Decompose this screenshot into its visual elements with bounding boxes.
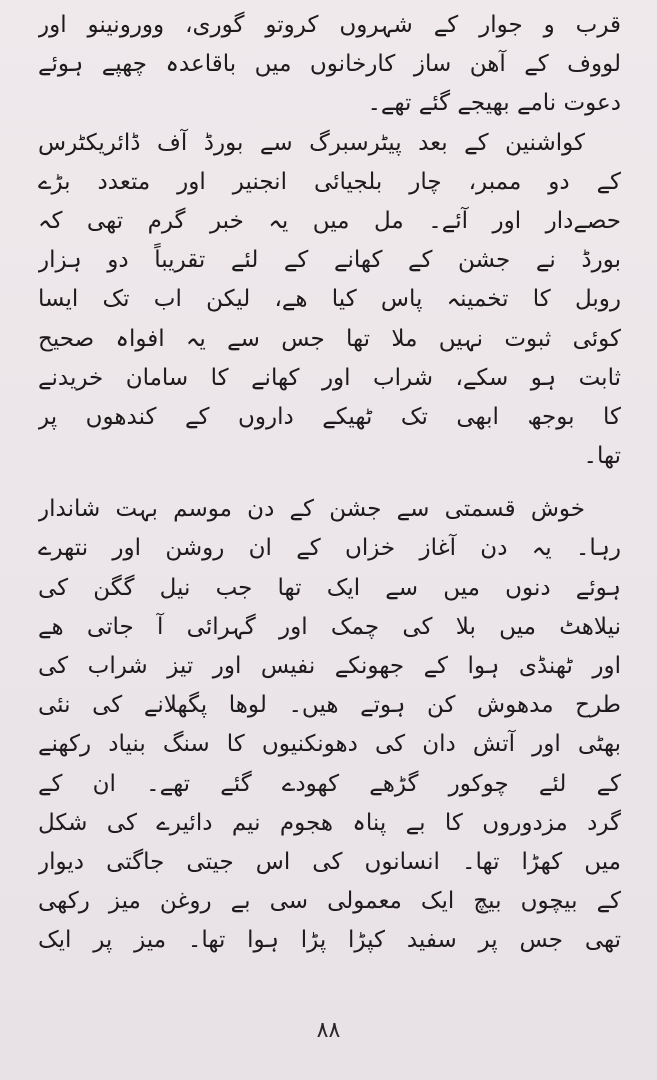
text-line: کا بوجھ ابھی تک ٹھیکے داروں کے کندھوں پر — [38, 403, 621, 430]
text-line: ہوئے دنوں میں سے ایک تھا جب نیل گگن کی — [38, 574, 621, 601]
text-line: کے دو ممبر، چار بلجیائی انجنیر اور متعدد بڑے — [38, 168, 621, 195]
text-line: رہا۔ یہ دن آغاز خزاں کے ان روشن اور نتھرے — [38, 535, 621, 562]
text-line: تھا۔ — [583, 443, 621, 470]
text-line: روبل کا تخمینہ پاس کیا ھے، لیکن اب تک ایسا — [38, 286, 621, 313]
text-line: نیلاھٹ میں بلا کی چمک اور گہرائی آ جاتی ھے — [38, 613, 621, 640]
text-line: کواشنین کے بعد پیٹرسبرگ سے بورڈ آف ڈائریکٹرس — [38, 129, 585, 156]
text-line: دعوت نامے بھیجے گئے تھے۔ — [367, 90, 621, 117]
text-line: کے بیچوں بیچ ایک معمولی سی بے روغن میز رکھی — [38, 888, 621, 915]
text-line: طرح مدھوش کن ہوتے ھیں۔ لوھا پگھلانے کی نئی — [38, 692, 621, 719]
text-line: کے لئے چوکور گڑھے کھودے گئے تھے۔ ان کے — [38, 770, 621, 797]
body-text — [38, 6, 621, 961]
text-line: بورڈ نے جشن کے کھانے کے لئے تقریباً دو ہزار — [38, 247, 621, 274]
text-line: میں کھڑا تھا۔ انسانوں کی اس جیتی جاگتی دیوار — [38, 848, 621, 875]
text-line: بھٹی اور آتش دان کی دھونکنیوں کا سنگ بنیاد رکھنے — [38, 731, 621, 758]
text-line: اور ٹھنڈی ہوا کے جھونکے نفیس اور تیز شراب کی — [38, 653, 621, 679]
paragraph-2 — [38, 124, 621, 477]
paragraph-3 — [38, 490, 621, 960]
text-line: حصےدار اور آئے۔ مل میں یہ خبر گرم تھی کہ — [38, 207, 621, 234]
page-number: ٨٨ — [316, 1018, 341, 1043]
text-line: کوئی ثبوت نہیں ملا تھا جس سے یہ افواہ صحیح — [38, 325, 621, 352]
paragraph-1 — [38, 6, 621, 124]
text-line: قرب و جوار کے شہروں کروتو گوری، وورونینو اور — [38, 12, 621, 38]
text-line: خوش قسمتی سے جشن کے دن موسم بہت شاندار — [38, 496, 585, 523]
text-line: لووف کے آھن ساز کارخانوں میں باقاعدہ چھپے ہوئے — [38, 51, 621, 78]
text-line: تھی جس پر سفید کپڑا پڑا ہوا تھا۔ میز پر ایک — [38, 927, 621, 954]
text-line: ثابت ہو سکے، شراب اور کھانے کا سامان خریدنے — [38, 364, 621, 391]
paragraph-gap — [38, 476, 621, 490]
text-line: گرد مزدوروں کا بے پناہ ھجوم نیم دائیرے کی شکل — [38, 809, 621, 836]
